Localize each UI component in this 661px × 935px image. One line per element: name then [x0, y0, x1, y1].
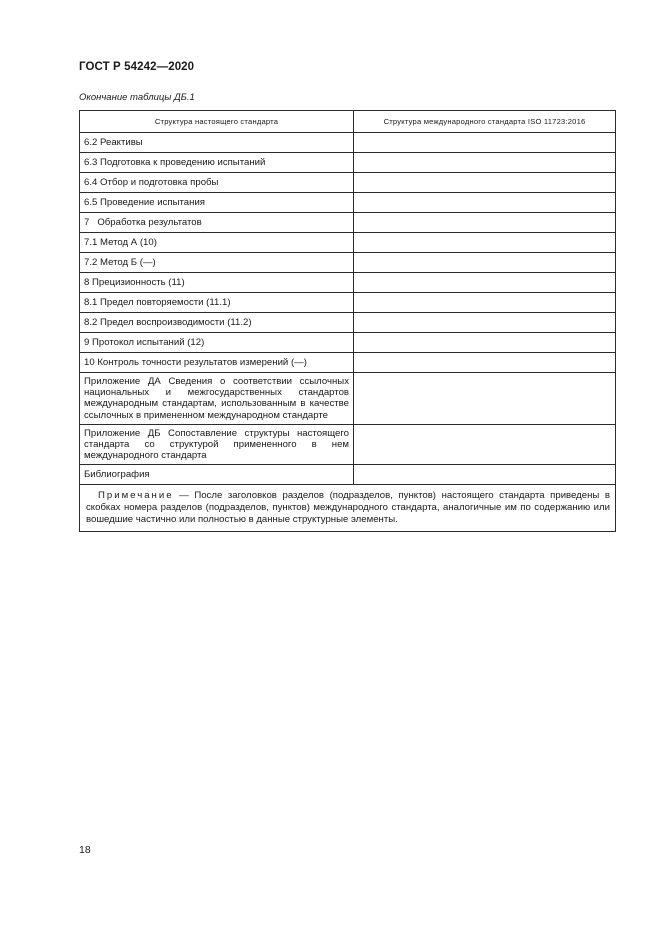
table-cell-right [354, 173, 616, 193]
table-cell-right [354, 353, 616, 373]
table-caption: Окончание таблицы ДБ.1 [79, 92, 195, 103]
table-cell-right [354, 133, 616, 153]
table-row [80, 465, 616, 485]
column-header-international-standard: Структура международного стандарта ISO 11723:2016 [354, 111, 616, 133]
table-cell-left: Приложение ДА Сведения о соответствии ссылочных национальных и межгосударственных стандартов международным стандартам, использованным в качестве ссылочных в примененном международном стандарте [80, 373, 354, 425]
table-cell-right [354, 193, 616, 213]
table-cell-right [354, 153, 616, 173]
table-note [86, 490, 610, 525]
table-cell-right [354, 313, 616, 333]
table-cell-left: 8.2 Предел воспроизводимости (11.2) [80, 313, 354, 333]
table-row [80, 424, 616, 465]
table-row [80, 233, 616, 253]
table-row [80, 273, 616, 293]
table-cell-right [354, 273, 616, 293]
table-cell-left: 6.3 Подготовка к проведению испытаний [80, 153, 354, 173]
table-row [80, 133, 616, 153]
table-cell-right [354, 465, 616, 485]
table-row [80, 253, 616, 273]
table-row [80, 353, 616, 373]
table-cell-left: 7.2 Метод Б (—) [80, 253, 354, 273]
table-cell-right [354, 373, 616, 425]
table-cell-left: 10 Контроль точности результатов измерений (—) [80, 353, 354, 373]
table-cell-left: 6.4 Отбор и подготовка пробы [80, 173, 354, 193]
note-label: Примечание [98, 490, 174, 502]
table-cell-left: Библиография [80, 465, 354, 485]
note-text: — После заголовков разделов (подразделов, пунктов) настоящего стандарта приведены в скобках номера разделов (подразделов, пунктов) международного стандарта, аналогичные им по содержанию или вошедшие частично или полностью в данные структурные элементы. [86, 490, 610, 526]
table-cell-left: 7 Обработка результатов [80, 213, 354, 233]
table-cell-right [354, 293, 616, 313]
column-header-current-standard: Структура настоящего стандарта [80, 111, 354, 133]
table-note-row [80, 485, 616, 531]
page-number: 18 [79, 844, 91, 856]
table-row [80, 333, 616, 353]
table-note-cell [80, 485, 616, 531]
table-cell-left: 7.1 Метод А (10) [80, 233, 354, 253]
table-cell-right [354, 253, 616, 273]
table-cell-right [354, 233, 616, 253]
table-row [80, 293, 616, 313]
table-row [80, 213, 616, 233]
table-row [80, 313, 616, 333]
table-row [80, 193, 616, 213]
table-cell-left: 6.5 Проведение испытания [80, 193, 354, 213]
structure-comparison-table [79, 110, 616, 532]
table-row [80, 373, 616, 425]
document-header: ГОСТ Р 54242—2020 [79, 61, 195, 73]
table-cell-left: Приложение ДБ Сопоставление структуры настоящего стандарта со структурой примененного в нем международного стандарта [80, 424, 354, 465]
table-cell-left: 8 Прецизионность (11) [80, 273, 354, 293]
table-row [80, 173, 616, 193]
table-cell-left: 8.1 Предел повторяемости (11.1) [80, 293, 354, 313]
table-cell-right [354, 333, 616, 353]
table-cell-left: 6.2 Реактивы [80, 133, 354, 153]
table-cell-right [354, 424, 616, 465]
table-cell-left: 9 Протокол испытаний (12) [80, 333, 354, 353]
table-header-row [80, 111, 616, 133]
table-cell-right [354, 213, 616, 233]
table-row [80, 153, 616, 173]
